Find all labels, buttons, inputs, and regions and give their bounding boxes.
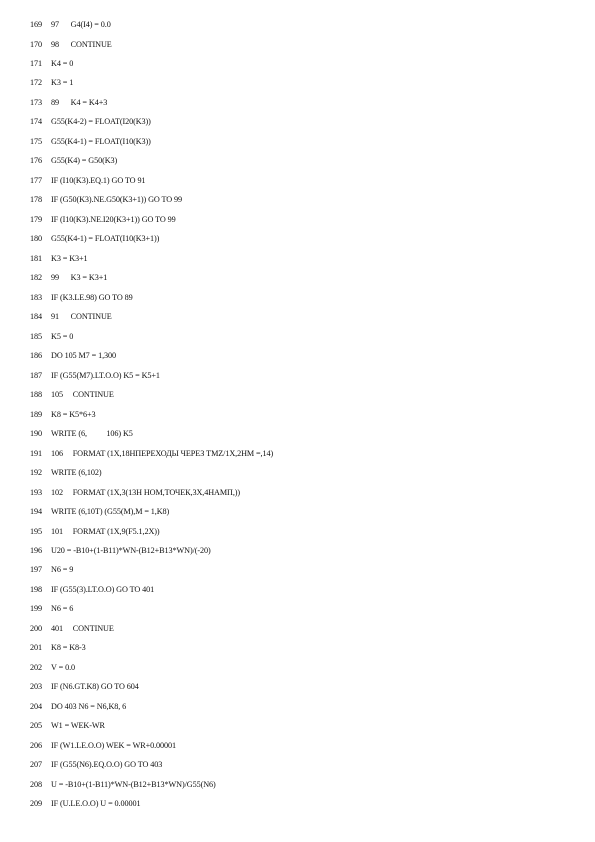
code-text: V = 0.0 [51,662,76,672]
code-text: 89 K4 = K4+3 [51,97,108,107]
code-text: N6 = 9 [51,565,74,575]
line-number: 169 [30,20,42,29]
line-number: 182 [30,273,42,283]
line-number: 189 [30,409,42,419]
code-text: IF (U.LE.O.O) U = 0.00001 [51,799,141,809]
line-number: 204 [30,701,42,711]
code-text: 97 G4(I4) = 0.0 [51,20,111,29]
code-text: WRITE (6,102) [51,468,102,477]
code-text: N6 = 6 [51,604,74,614]
code-text: G55(K4-2) = FLOAT(I20(K3)) [51,117,151,127]
line-number: 196 [30,546,42,555]
code-text: 91 CONTINUE [51,312,112,322]
line-number: 183 [30,292,42,302]
code-text: 101 FORMAT (1X,9(F5.1,2X)) [51,526,160,536]
line-number: 177 [30,175,42,185]
code-text: IF (G55(N6).EQ.O.O) GO TO 403 [51,760,163,770]
code-text: U20 = -B10+(1-B11)*WN-(B12+B13*WN)/(-20) [51,546,211,555]
line-number: 202 [30,662,42,672]
line-number: 174 [30,117,42,127]
line-number: 203 [30,682,42,692]
code-text: IF (G50(K3).NE.G50(K3+1)) GO TO 99 [51,195,182,205]
code-text: K8 = K5*6+3 [51,409,96,419]
line-number: 190 [30,429,42,439]
code-text: U = -B10+(1-B11)*WN-(B12+B13*WN)/G55(N6) [51,779,216,789]
code-text: K3 = K3+1 [51,253,88,263]
code-text: DO 403 N6 = N6,K8, 6 [51,701,127,711]
line-number: 192 [30,468,42,477]
line-number: 184 [30,312,42,322]
code-text: 99 K3 = K3+1 [51,273,108,283]
line-number: 195 [30,526,42,536]
line-number: 194 [30,507,42,516]
line-number: 178 [30,195,42,205]
code-text: IF (W1.LE.O.O) WEK = WR+0.00001 [51,740,176,750]
line-number: 175 [30,136,42,146]
line-number: 173 [30,97,42,107]
code-text: K4 = 0 [51,59,74,68]
code-text: 102 FORMAT (1X,3(13Н НОМ,ТОЧЕК,3X,4НАМП,)) [51,487,241,497]
line-number: 205 [30,721,42,731]
line-number: 179 [30,214,42,224]
line-number: 208 [30,779,42,789]
line-number: 181 [30,253,42,263]
line-number: 193 [30,487,42,497]
line-number: 180 [30,234,42,244]
code-text: G55(K4) = G50(K3) [51,156,118,166]
line-number: 197 [30,565,42,575]
line-number: 207 [30,760,42,770]
code-text: 106 FORMAT (1X,18НПЕРЕХОДЫ ЧЕРЕЗ TMZ/1X,2НМ =,14) [51,448,274,458]
line-number: 172 [30,78,42,88]
line-number: 171 [30,59,42,68]
line-number: 186 [30,351,42,361]
code-text: WRITE (6, 106) K5 [51,429,133,439]
line-number: 170 [30,39,42,49]
code-text: K5 = 0 [51,331,74,341]
line-number: 185 [30,331,42,341]
code-text: K8 = K8-3 [51,643,86,653]
line-number: 198 [30,584,42,594]
line-number: 176 [30,156,42,166]
code-text: 105 CONTINUE [51,390,114,400]
code-text: W1 = WEK-WR [51,721,105,731]
code-text: 98 CONTINUE [51,39,112,49]
code-text: IF (N6.GT.K8) GO TO 604 [51,682,139,692]
code-text: G55(K4-1) = FLOAT(I10(K3)) [51,136,151,146]
code-text: IF (G55(M7).LT.O.O) K5 = K5+1 [51,370,160,380]
line-number: 199 [30,604,42,614]
code-text: WRITE (6,10T) (G55(M),M = 1,K8) [51,507,170,516]
code-text: G55(K4-1) = FLOAT(I10(K3+1)) [51,234,160,244]
code-text: IF (I10(K3).EQ.1) GO TO 91 [51,175,146,185]
line-number: 191 [30,448,42,458]
code-text: DO 105 M7 = 1,300 [51,351,117,361]
line-number: 209 [30,799,42,809]
line-number: 201 [30,643,42,653]
code-text: IF (K3.LE.98) GO TO 89 [51,292,133,302]
line-number: 188 [30,390,42,400]
code-text: 401 CONTINUE [51,623,114,633]
line-number: 206 [30,740,42,750]
line-number: 200 [30,623,42,633]
code-text: IF (G55(3).LT.O.O) GO TO 401 [51,584,155,594]
code-text: IF (I10(K3).NE.I20(K3+1)) GO TO 99 [51,214,176,224]
line-number: 187 [30,370,42,380]
code-text: K3 = 1 [51,78,74,88]
